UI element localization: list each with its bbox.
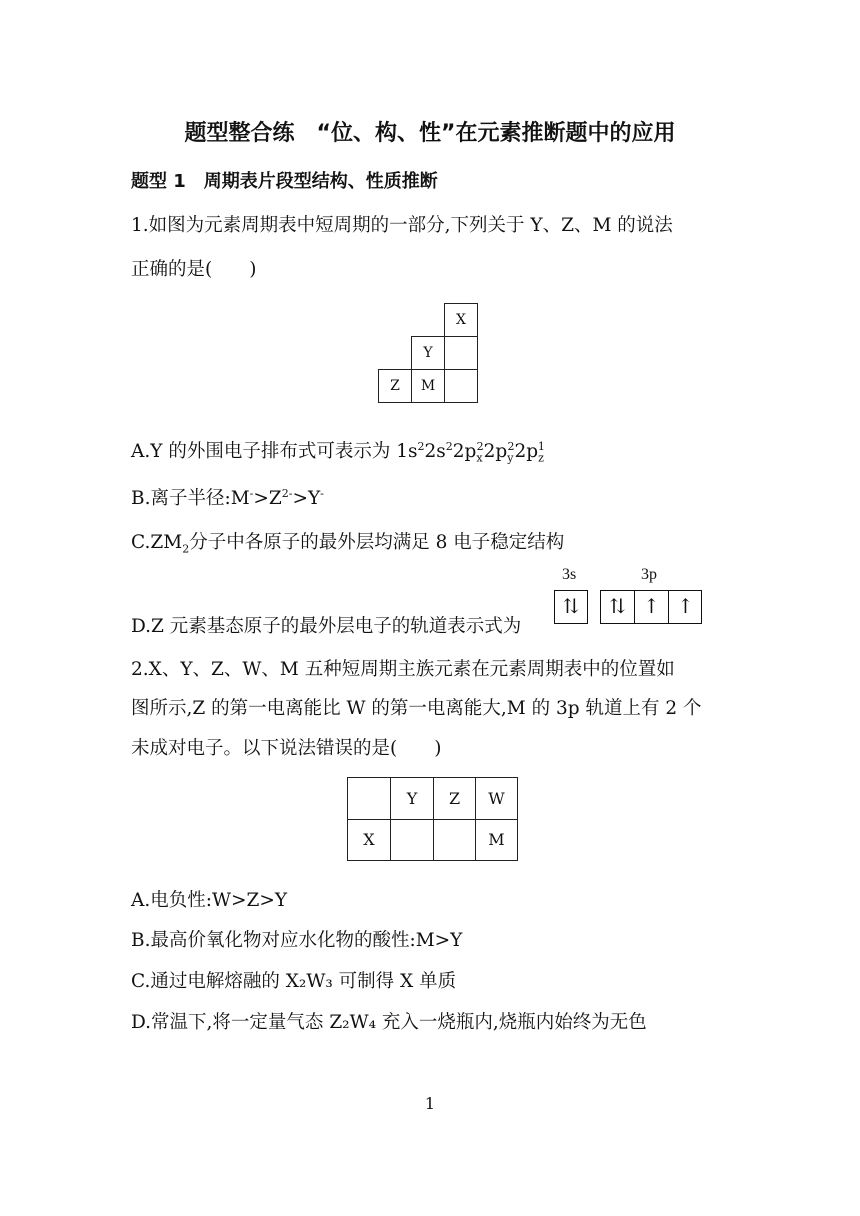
q1-stem-line1: 1.如图为元素周期表中短周期的一部分,下列关于 Y、Z、M 的说法 [131, 215, 673, 236]
orbital-3p-2-arrows: ↑ [635, 591, 669, 623]
q2-stem-line1: 2.X、Y、Z、W、M 五种短周期主族元素在元素周期表中的位置如 [131, 659, 675, 680]
orbital-label-3s: 3s [562, 566, 577, 583]
q1-option-d: D.Z 元素基态原子的最外层电子的轨道表示式为 [131, 616, 522, 637]
q2-option-d: D.常温下,将一定量气态 Z₂W₄ 充入一烧瓶内,烧瓶内始终为无色 [131, 1012, 647, 1033]
page-number: 1 [424, 1094, 436, 1113]
q2-cell-x: X [347, 819, 391, 861]
q1-option-c: $C.ZM_2$分子中各原子的最外层均满足 8 电子稳定结构 [131, 532, 565, 556]
q2-option-b: B.最高价氧化物对应水化物的酸性:M>Y [131, 930, 463, 951]
q1-option-b: B.离子半径$:M^->Z^{2-}>Y^-$ [131, 486, 324, 509]
q2-option-a: A.电负性:W>Z>Y [131, 890, 288, 911]
q1-cell-empty-2 [444, 369, 478, 403]
orbital-3p-1-arrows: ⇅ [601, 591, 635, 623]
q2-cell-y: Y [390, 777, 434, 820]
q1-stem-line2: 正确的是( ) [131, 259, 257, 280]
orbital-3p-3-arrows: ↑ [677, 594, 694, 618]
q2-stem-line2: 图所示,Z 的第一电离能比 W 的第一电离能大,M 的 3p 轨道上有 2 个 [131, 698, 702, 719]
orbital-box-3p [600, 590, 702, 624]
q1-option-a: A.Y 的外围电子排布式可表示为 $1s^22s^22p_x^22p_y^22p_z^1$ [131, 439, 545, 465]
q1-cell-empty-1 [444, 336, 478, 370]
q2-stem-line3: 未成对电子。以下说法错误的是( ) [131, 738, 442, 759]
page-title: 题型整合练 “位、构、性”在元素推断题中的应用 [184, 121, 676, 146]
q1-cell-y: Y [411, 336, 445, 370]
q2-cell-r2c3 [433, 819, 476, 861]
q1-cell-z: Z [378, 369, 412, 403]
q2-cell-w: W [475, 777, 518, 820]
q1-cell-m: M [411, 369, 445, 403]
q2-cell-r2c2 [390, 819, 434, 861]
section-heading: 题型 1 周期表片段型结构、性质推断 [131, 171, 438, 192]
orbital-3s-arrows: ⇅ [562, 594, 580, 618]
q2-cell-m: M [475, 819, 518, 861]
orbital-box-3s [554, 590, 588, 624]
q2-cell-r1c1 [347, 777, 391, 820]
q2-cell-z: Z [433, 777, 476, 820]
orbital-label-3p: 3p [641, 566, 657, 583]
q1-cell-x: X [444, 303, 478, 337]
q2-option-c: C.通过电解熔融的 X₂W₃ 可制得 X 单质 [131, 971, 457, 992]
